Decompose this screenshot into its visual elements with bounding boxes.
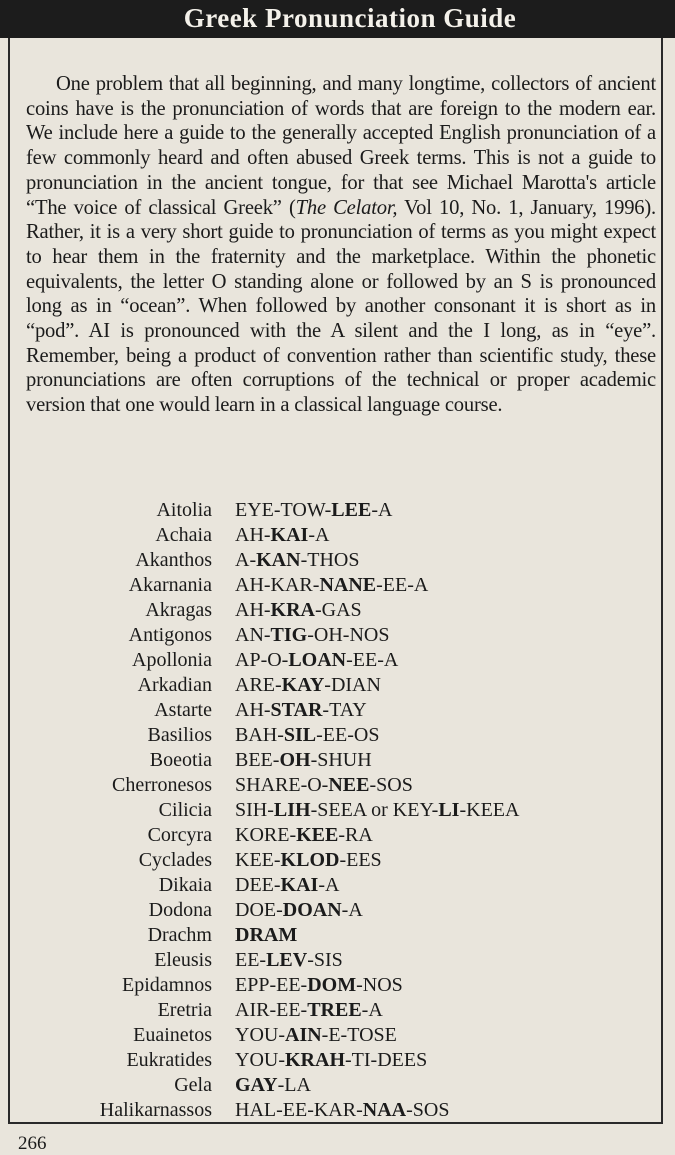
greek-term: Eretria [157,999,212,1021]
greek-term: Akarnania [128,574,212,596]
term-row [0,723,675,748]
pronunciation [235,748,372,773]
stressed-syllable: KAN [256,549,301,571]
term-row [0,498,675,523]
syllable: -SOS [406,1099,450,1121]
term-row [0,548,675,573]
term-row [0,598,675,623]
stressed-syllable: LIH [273,799,311,821]
syllable: ARE- [235,674,282,696]
greek-term: Achaia [155,524,212,546]
term-row [0,973,675,998]
intro-text-after: Vol 10, No. 1, January, 1996). Rather, it is a very short guide to pronunciation of terms as you might expect to hear them in the fraternity and the marketplace. Within the phonetic equivalents, the letter O standing alone or followed by an S is pronounced long as in “ocean”. When followed by another consonant it is short as in “pod”. AI is pronounced with the A silent and the I long, as in “eye”. Remember, being a product of convention rather than scientific study, these pronunciations are often corruptions of the technical or proper academic version that one would learn in a classical language course. [26,196,657,417]
syllable: -TAY [322,699,367,721]
greek-term: Boeotia [149,749,212,771]
syllable: AIR-EE- [235,999,308,1021]
stressed-syllable: NEE [328,774,370,796]
pronunciation [235,723,379,748]
intro-text-before: One problem that all beginning, and many longtime, collectors of ancient coins have is the pronunciation of words that are foreign to the modern ear. We include here a guide to the generally accepted English pronunciation of a few commonly heard and often abused Greek terms. This is not a guide to pronunciation in the ancient tongue, for that see Michael Marotta's article “The voice of classical Greek” ( [26,73,656,219]
greek-term: Antigonos [128,624,212,646]
pronunciation [235,823,373,848]
stressed-syllable: STAR [270,699,323,721]
greek-term: Aitolia [156,499,212,521]
greek-term: Arkadian [137,674,212,696]
stressed-syllable: TREE [307,999,362,1021]
pronunciation [235,798,519,823]
term-row [0,623,675,648]
greek-term: Drachm [147,924,212,946]
greek-term: Astarte [154,699,212,721]
stressed-syllable: KRAH [285,1049,345,1071]
greek-term: Gela [174,1074,212,1096]
stressed-syllable: GAY [235,1074,278,1096]
pronunciation [235,848,382,873]
term-row [0,773,675,798]
syllable: -EE-A [376,574,429,596]
syllable: AH- [235,599,271,621]
syllable: EE- [235,949,267,971]
pronunciation [235,698,367,723]
stressed-syllable: KAY [281,674,325,696]
greek-term: Cherronesos [112,774,212,796]
stressed-syllable: DOAN [282,899,342,921]
syllable: DEE- [235,874,281,896]
pronunciation [235,773,413,798]
pronunciation-list [0,498,675,1123]
term-row [0,523,675,548]
pronunciation [235,948,343,973]
syllable: BAH- [235,724,284,746]
syllable: -A [308,524,330,546]
greek-term: Apollonia [132,649,212,671]
syllable: -RA [338,824,373,846]
stressed-syllable: LI [438,799,460,821]
term-row [0,898,675,923]
syllable: AP-O- [235,649,289,671]
syllable: AH- [235,699,271,721]
stressed-syllable: TIG [270,624,308,646]
term-row [0,873,675,898]
stressed-syllable: SIL [283,724,317,746]
greek-term: Dodona [148,899,212,921]
stressed-syllable: KLOD [280,849,340,871]
syllable: HAL-EE-KAR- [235,1099,363,1121]
term-row [0,823,675,848]
syllable: -TI-DEES [345,1049,428,1071]
greek-term: Cilicia [158,799,212,821]
stressed-syllable: LEE [331,499,372,521]
stressed-syllable: KEE [296,824,339,846]
syllable: KORE- [235,824,297,846]
journal-title: The Celator, [295,196,398,219]
term-row [0,848,675,873]
greek-term: Akragas [145,599,212,621]
stressed-syllable: KRA [270,599,315,621]
pronunciation [235,598,362,623]
page-title: Greek Pronunciation Guide [183,3,517,33]
pronunciation [235,673,381,698]
greek-term: Eleusis [154,949,212,971]
syllable: -EES [339,849,382,871]
greek-term: Dikaia [158,874,212,896]
stressed-syllable: KAI [270,524,309,546]
term-row [0,948,675,973]
term-row [0,998,675,1023]
syllable: -THOS [300,549,360,571]
pronunciation [235,873,339,898]
syllable: DOE- [235,899,283,921]
syllable: A- [235,549,257,571]
stressed-syllable: OH [279,749,311,771]
syllable: EYE-TOW- [235,499,332,521]
greek-term: Halikarnassos [99,1099,212,1121]
stressed-syllable: NANE [319,574,377,596]
syllable: -KEEA [459,799,520,821]
greek-term: Eukratides [126,1049,212,1071]
syllable: -SEEA or KEY- [310,799,439,821]
syllable: SHARE-O- [235,774,329,796]
page-number: 266 [18,1133,47,1154]
stressed-syllable: NAA [362,1099,407,1121]
syllable: -EE-OS [316,724,380,746]
greek-term: Corcyra [147,824,212,846]
pronunciation [235,1048,427,1073]
term-row [0,648,675,673]
stressed-syllable: DRAM [235,924,298,946]
term-row [0,698,675,723]
syllable: -A [371,499,393,521]
syllable: YOU- [235,1049,285,1071]
syllable: KEE- [235,849,281,871]
syllable: -NOS [356,974,403,996]
term-row [0,673,675,698]
syllable: BEE- [235,749,280,771]
syllable: -E-TOSE [321,1024,397,1046]
term-row [0,1073,675,1098]
pronunciation [235,1073,311,1098]
term-row [0,798,675,823]
term-row [0,1098,675,1123]
pronunciation [235,998,383,1023]
stressed-syllable: LEV [266,949,308,971]
syllable: -OH-NOS [307,624,390,646]
syllable: EPP-EE- [235,974,308,996]
syllable: YOU- [235,1024,285,1046]
syllable: -SIS [307,949,343,971]
pronunciation [235,1098,449,1123]
syllable: AH- [235,524,271,546]
intro-paragraph [26,72,656,418]
pronunciation [235,648,398,673]
syllable: -SHUH [310,749,372,771]
syllable: AH-KAR- [235,574,320,596]
pronunciation [235,573,428,598]
pronunciation [235,498,392,523]
greek-term: Akanthos [135,549,212,571]
pronunciation [235,623,389,648]
syllable: -A [318,874,340,896]
syllable: AN- [235,624,271,646]
syllable: -DIAN [324,674,381,696]
term-row [0,923,675,948]
term-row [0,573,675,598]
syllable: -LA [277,1074,311,1096]
pronunciation [235,923,297,948]
syllable: -SOS [369,774,413,796]
stressed-syllable: DOM [307,974,357,996]
term-row [0,1023,675,1048]
pronunciation [235,1023,397,1048]
term-row [0,748,675,773]
term-row [0,1048,675,1073]
greek-term: Basilios [147,724,212,746]
pronunciation [235,548,359,573]
stressed-syllable: LOAN [288,649,347,671]
syllable: SIH- [235,799,274,821]
greek-term: Cyclades [138,849,212,871]
syllable: -EE-A [346,649,399,671]
syllable: -A [341,899,363,921]
page-header [0,0,675,38]
pronunciation [235,523,329,548]
greek-term: Euainetos [133,1024,212,1046]
pronunciation [235,898,363,923]
syllable: -A [361,999,383,1021]
greek-term: Epidamnos [122,974,212,996]
stressed-syllable: AIN [285,1024,322,1046]
pronunciation [235,973,403,998]
stressed-syllable: KAI [280,874,319,896]
syllable: -GAS [315,599,362,621]
